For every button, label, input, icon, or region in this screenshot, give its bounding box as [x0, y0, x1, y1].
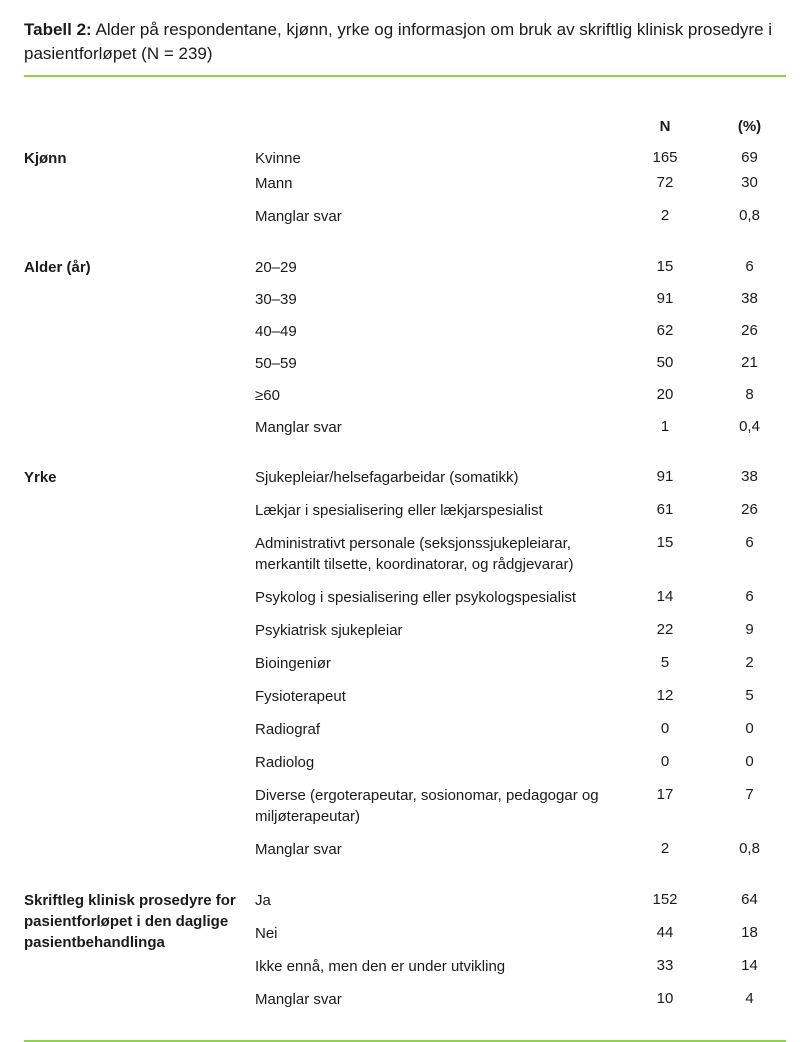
table-row	[255, 417, 786, 438]
row-label-cell: Kvinne	[255, 150, 301, 167]
table-caption	[24, 18, 780, 66]
row-pct-cell: 26	[741, 322, 758, 339]
row-n-cell: 2	[660, 207, 670, 224]
table-row	[255, 257, 786, 278]
row-label-cell: Bioingeniør	[255, 655, 331, 672]
table-row	[255, 839, 786, 860]
row-n-cell: 22	[656, 621, 674, 638]
table-row	[255, 653, 786, 674]
row-pct-cell: 38	[741, 290, 758, 307]
row-pct-cell: 0,8	[739, 207, 760, 224]
row-pct-cell: 6	[745, 258, 754, 275]
row-label-cell: Manglar svar	[255, 841, 342, 858]
row-n-cell: 15	[656, 534, 674, 551]
row-n-cell: 72	[656, 174, 674, 191]
row-pct-cell: 14	[741, 957, 758, 974]
row-label-cell: Psykolog i spesialisering eller psykologspesialist	[255, 589, 576, 606]
row-label-cell: Lækjar i spesialisering eller lækjarspesialist	[255, 502, 543, 519]
category-label: Kjønn	[24, 150, 67, 167]
table-section-yrke	[24, 467, 786, 872]
row-pct-cell: 8	[745, 386, 754, 403]
table-row	[255, 719, 786, 740]
row-pct-cell: 38	[741, 468, 758, 485]
row-label-cell: 40–49	[255, 323, 297, 340]
section-rows	[255, 890, 786, 1022]
row-label-cell: 20–29	[255, 259, 297, 276]
header-spacer-value	[255, 117, 617, 137]
row-n-cell: 15	[656, 258, 674, 275]
row-n-cell: 61	[656, 501, 674, 518]
row-label-cell: Manglar svar	[255, 419, 342, 436]
table-row	[255, 353, 786, 374]
row-n-cell: 91	[656, 290, 674, 307]
row-pct-cell: 64	[741, 891, 758, 908]
table-row	[255, 989, 786, 1010]
row-n-cell: 44	[656, 924, 674, 941]
row-label-cell: Radiograf	[255, 721, 321, 738]
row-pct-cell: 21	[741, 354, 758, 371]
row-n-cell: 165	[652, 149, 678, 166]
table-caption-text: Alder på respondentane, kjønn, yrke og informasjon om bruk av skriftlig klinisk prosedyre i pasientforløpet (N = 239)	[24, 20, 773, 63]
row-label-cell: Manglar svar	[255, 208, 342, 225]
row-n-cell: 0	[660, 720, 670, 737]
row-label-cell: Psykiatrisk sjukepleiar	[255, 622, 403, 639]
table-row	[255, 173, 786, 194]
row-n-cell: 10	[656, 990, 674, 1007]
table-section-skriftleg-prosedyre	[24, 890, 786, 1022]
table-row	[255, 321, 786, 342]
table-section-kjonn	[24, 148, 786, 239]
row-label-cell: 30–39	[255, 291, 297, 308]
row-pct-cell: 69	[741, 149, 758, 166]
section-rows	[255, 257, 786, 449]
row-n-cell: 33	[656, 957, 674, 974]
row-pct-cell: 4	[745, 990, 754, 1007]
table-row	[255, 206, 786, 227]
row-label-cell: ≥60	[255, 387, 280, 404]
row-label-cell: Radiolog	[255, 754, 315, 771]
row-n-cell: 152	[652, 891, 678, 908]
row-n-cell: 5	[660, 654, 670, 671]
table-row	[255, 500, 786, 521]
row-label-cell: Administrativt personale (seksjonssjukepleiarar, merkantilt tilsette, koordinatorar, og rådgjevarar)	[255, 535, 574, 573]
row-label-cell: Diverse (ergoterapeutar, sosionomar, pedagogar og miljøterapeutar)	[255, 787, 599, 825]
row-n-cell: 14	[656, 588, 674, 605]
row-pct-cell: 18	[741, 924, 758, 941]
row-n-cell: 20	[656, 386, 674, 403]
row-n-cell: 0	[660, 753, 670, 770]
category-label: Skriftleg klinisk prosedyre for pasientforløpet i den daglige pasientbehandlinga	[24, 892, 236, 951]
row-n-cell: 50	[656, 354, 674, 371]
table-row	[255, 533, 786, 575]
row-label-cell: Ikke ennå, men den er under utvikling	[255, 958, 506, 975]
category-label: Yrke	[24, 469, 57, 486]
row-n-cell: 12	[656, 687, 674, 704]
table-row	[255, 890, 786, 911]
row-label-cell: Ja	[255, 892, 271, 909]
table-row	[255, 289, 786, 310]
table-header-row	[24, 117, 786, 137]
row-n-cell: 1	[660, 418, 670, 435]
row-pct-cell: 5	[745, 687, 754, 704]
row-pct-cell: 0	[745, 753, 754, 770]
row-n-cell: 17	[656, 786, 674, 803]
table-section-alder	[24, 257, 786, 449]
row-n-cell: 62	[656, 322, 674, 339]
table-row	[255, 956, 786, 977]
table-row	[255, 785, 786, 827]
section-rows	[255, 148, 786, 239]
row-pct-cell: 0,8	[739, 840, 760, 857]
row-n-cell: 91	[656, 468, 674, 485]
table-caption-label: Tabell 2:	[24, 20, 92, 39]
table-row	[255, 923, 786, 944]
row-pct-cell: 30	[741, 174, 758, 191]
table-row	[255, 752, 786, 773]
row-pct-cell: 0	[745, 720, 754, 737]
row-label-cell: Nei	[255, 925, 278, 942]
column-header-n: N	[659, 118, 671, 135]
table-top-rule	[24, 75, 786, 77]
row-pct-cell: 26	[741, 501, 758, 518]
row-pct-cell: 9	[745, 621, 754, 638]
row-n-cell: 2	[660, 840, 670, 857]
row-label-cell: Manglar svar	[255, 991, 342, 1008]
row-label-cell: Sjukepleiar/helsefagarbeidar (somatikk)	[255, 469, 519, 486]
table-row	[255, 385, 786, 406]
row-pct-cell: 0,4	[739, 418, 760, 435]
category-label: Alder (år)	[24, 259, 91, 276]
column-header-pct: (%)	[737, 118, 762, 135]
row-label-cell: Mann	[255, 175, 293, 192]
table-row	[255, 467, 786, 488]
row-label-cell: 50–59	[255, 355, 297, 372]
section-rows	[255, 467, 786, 872]
row-pct-cell: 2	[745, 654, 754, 671]
row-pct-cell: 7	[745, 786, 754, 803]
table-row	[255, 148, 786, 169]
table-row	[255, 686, 786, 707]
row-pct-cell: 6	[745, 588, 754, 605]
table-row	[255, 587, 786, 608]
header-spacer-category	[24, 117, 255, 137]
row-label-cell: Fysioterapeut	[255, 688, 346, 705]
row-pct-cell: 6	[745, 534, 754, 551]
table-row	[255, 620, 786, 641]
